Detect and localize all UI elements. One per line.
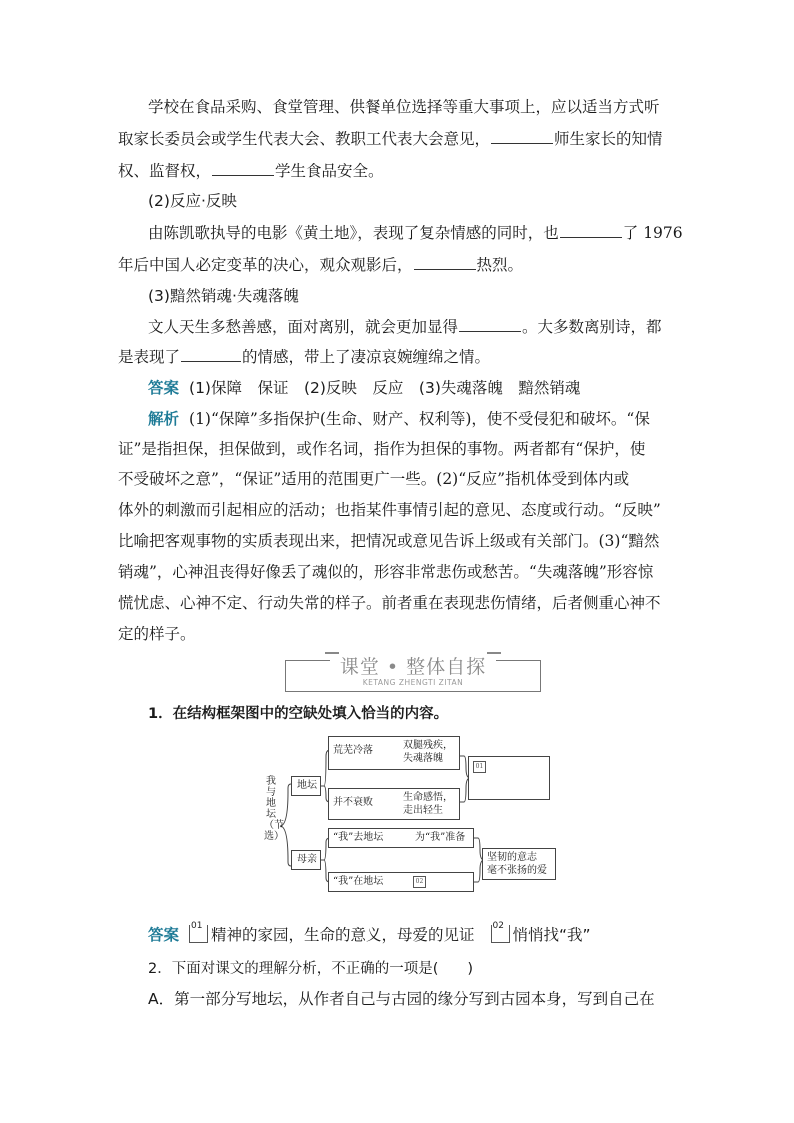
analysis-line4: 体外的刺激而引起相应的活动；也指某件事情引起的意见、态度或行动。“反映” <box>118 501 661 519</box>
heading-fanying-fanying: (2)反应·反映 <box>148 192 237 210</box>
fill-blank <box>459 317 521 332</box>
fill-blank <box>560 223 622 238</box>
diagram-item-huangwu <box>328 736 460 770</box>
diagram-node-muqin-label: 母亲 <box>297 854 317 865</box>
banner-subtitle: KETANG ZHENGTI ZITAN <box>362 678 464 687</box>
analysis-label: 解析 <box>148 410 180 428</box>
answer-text: (1)保障 保证 (2)反映 反应 (3)失魂落魄 黯然销魂 <box>189 379 581 397</box>
para3-line1-text-b: 。大多数离别诗，都 <box>522 318 662 336</box>
para2-line1 <box>148 222 683 244</box>
diagram-result-line-1: 坚韧的意志 <box>487 852 537 863</box>
diagram-item-bingbu-right-2: 走出轻生 <box>403 805 443 816</box>
banner-title-text: 课堂 • 整体自探 <box>330 656 496 678</box>
para1-line2-text-a: 取家长委员会或学生代表大会、教职工代表大会意见， <box>118 130 491 148</box>
analysis-line1-text: (1)“保障”多指保护(生命、财产、权利等)，使不受侵犯和破坏。“保 <box>189 410 650 428</box>
answer-label: 答案 <box>148 379 180 397</box>
para1-line3-text-b: 学生食品安全。 <box>275 162 384 180</box>
diagram-result-muqin <box>482 848 556 880</box>
diagram-item-bingbu-left: 并不衰败 <box>333 797 373 808</box>
answer-number-box-01 <box>189 921 208 943</box>
para2-line2-text-a: 年后中国人必定变革的决心，观众观影后， <box>118 256 413 274</box>
fill-blank <box>212 161 274 176</box>
diagram-item-qu-ditan-left: “我”去地坛 <box>333 832 384 843</box>
para3-line2-text-a: 是表现了 <box>118 348 181 366</box>
fill-blank <box>414 255 476 270</box>
analysis-line8: 定的样子。 <box>118 625 196 643</box>
diagram-blank-01 <box>468 756 550 800</box>
para2-line2-text-b: 热烈。 <box>476 256 524 274</box>
para3-line1-text-a: 文人天生多愁善感，面对离别，就会更加显得 <box>148 318 459 336</box>
diagram-item-zai-ditan <box>328 872 474 892</box>
section-banner <box>285 652 541 692</box>
analysis-line1 <box>148 408 650 430</box>
diagram-item-zai-ditan-left: “我”在地坛 <box>333 876 384 887</box>
fill-blank <box>491 129 553 144</box>
question-2: 2．下面对课文的理解分析，不正确的一项是( ) <box>148 961 474 977</box>
analysis-line2: 证”是指担保，担保做到，或作名词，指作为担保的事物。两者都有“保护，使 <box>118 440 646 458</box>
blank-number-01: 01 <box>473 761 486 773</box>
question-1: 1．在结构框架图中的空缺处填入恰当的内容。 <box>148 706 449 722</box>
blank-number-02: 02 <box>413 876 426 888</box>
fill-blank <box>181 347 241 362</box>
para3-line2 <box>118 346 490 368</box>
para2-line1-text-b: 了 1976 <box>622 224 683 242</box>
diagram-item-huangwu-right-1: 双腿残疾， <box>403 740 453 751</box>
analysis-line5: 比喻把客观事物的实质表现出来，把情况或意见告诉上级或有关部门。(3)“黯然 <box>118 532 660 550</box>
para1-line2-text-b: 师生家长的知情 <box>554 130 663 148</box>
diagram-node-ditan-label: 地坛 <box>297 780 317 791</box>
para1-line1: 学校在食品采购、食堂管理、供餐单位选择等重大事项上，应以适当方式听 <box>148 98 660 116</box>
answer-label: 答案 <box>148 926 180 944</box>
answer-text-02: 悄悄找“我” <box>512 926 591 944</box>
para3-line1 <box>148 316 662 338</box>
diagram-item-qu-ditan <box>328 828 474 848</box>
diagram-item-qu-ditan-right: 为“我”准备 <box>415 832 466 843</box>
diagram-result-line-2: 毫不张扬的爱 <box>487 865 547 876</box>
answer-number-02: 02 <box>492 921 504 931</box>
answer-text-01: 精神的家园，生命的意义，母爱的见证 <box>211 926 475 944</box>
option-a: A．第一部分写地坛，从作者自己与古园的缘分写到古园本身，写到自己在 <box>148 990 655 1008</box>
para1-line3 <box>118 160 384 182</box>
diagram-item-huangwu-left: 荒芜冷落 <box>333 745 373 756</box>
para1-line3-text-a: 权、监督权， <box>118 162 212 180</box>
diagram-item-bingbu <box>328 788 460 820</box>
para3-line2-text-b: 的情感，带上了凄凉哀婉缠绵之情。 <box>242 348 491 366</box>
diagram-node-muqin <box>291 850 321 870</box>
diagram-root: 我与地坛（节选） <box>264 776 284 842</box>
structure-diagram <box>258 732 558 900</box>
answer-block-1 <box>148 377 580 399</box>
banner-title <box>285 652 541 679</box>
analysis-line7: 慌忧虑、心神不定、行动失常的样子。前者重在表现悲伤情绪，后者侧重心神不 <box>118 594 661 612</box>
answer-number-01: 01 <box>191 921 203 931</box>
analysis-line6: 销魂”，心神沮丧得好像丢了魂似的，形容非常悲伤或愁苦。“失魂落魄”形容惊 <box>118 563 654 581</box>
answer-number-box-02 <box>491 921 510 943</box>
heading-anran-shihun: (3)黯然销魂·失魂落魄 <box>148 287 299 305</box>
answer-block-2 <box>148 921 591 946</box>
diagram-item-huangwu-right-2: 失魂落魄 <box>403 753 443 764</box>
diagram-node-ditan <box>291 776 321 796</box>
para1-line2 <box>118 128 663 150</box>
para2-line1-text-a: 由陈凯歌执导的电影《黄土地》，表现了复杂情感的同时，也 <box>148 224 559 242</box>
analysis-line3: 不受破坏之意”，“保证”适用的范围更广一些。(2)“反应”指机体受到体内或 <box>118 470 630 488</box>
para2-line2 <box>118 254 523 276</box>
diagram-item-bingbu-right-1: 生命感悟， <box>403 792 453 803</box>
